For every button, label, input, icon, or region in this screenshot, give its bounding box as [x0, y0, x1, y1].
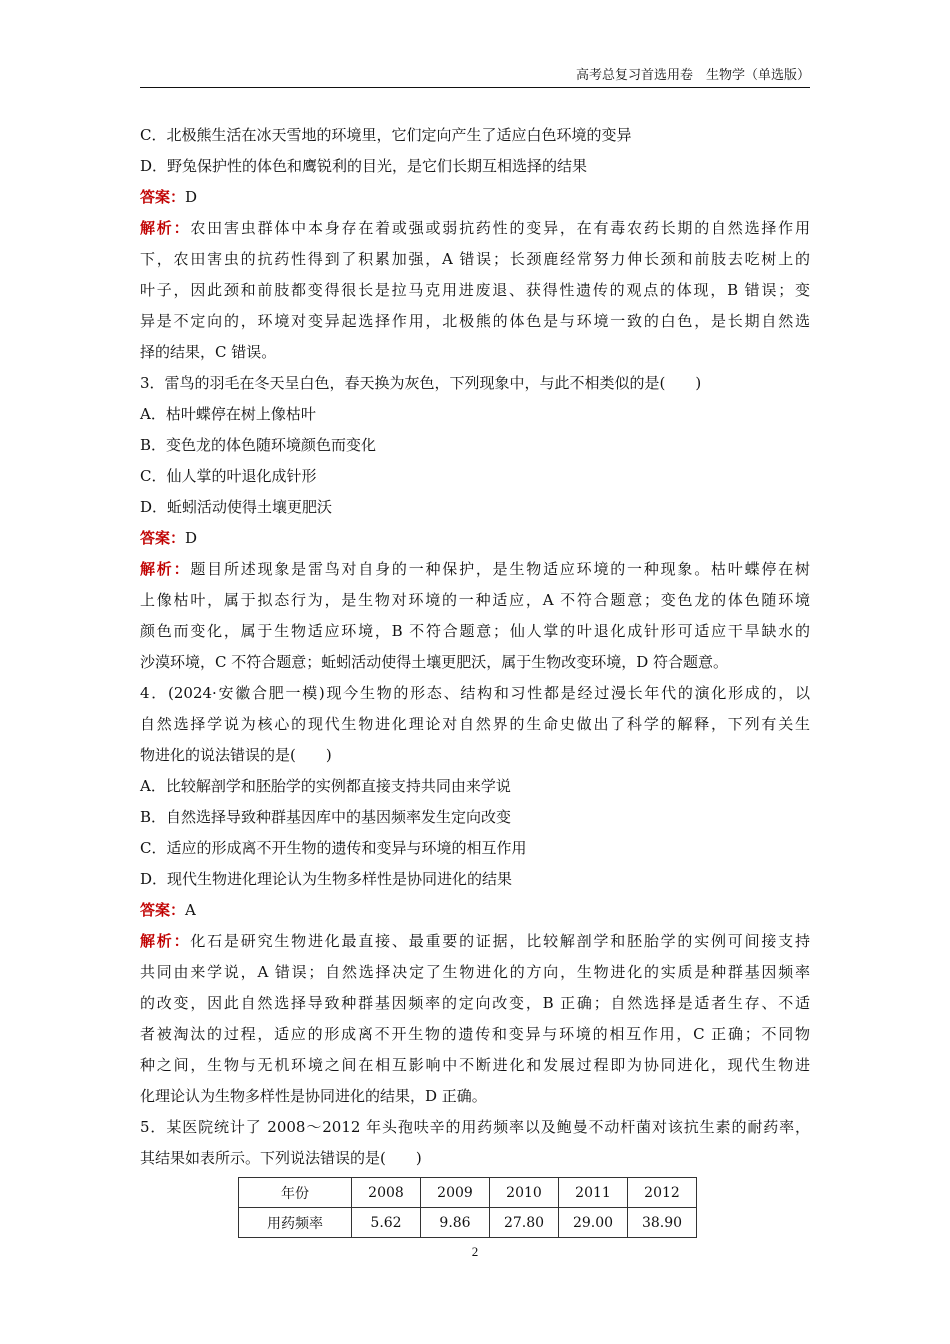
answer-line [140, 523, 810, 554]
line-text: D [185, 529, 198, 547]
text-line: 下，农田害虫的抗药性得到了积累加强，A 错误；长颈鹿经常努力伸长颈和前肢去吃树上的 [140, 250, 810, 268]
text-line: 异是不定向的，环境对变异起选择作用，北极熊的体色是与环境一致的白色，是长期自然选 [140, 312, 810, 330]
text-line: C．北极熊生活在冰天雪地的环境里，它们定向产生了适应白色环境的变异 [140, 126, 632, 144]
data-table-wrapper [238, 1177, 810, 1238]
answer-line [140, 182, 810, 213]
line-text: 题目所述现象是雷鸟对自身的一种保护，是生物适应环境的一种现象。枯叶蝶停在树 [190, 560, 810, 578]
text-line: 择的结果，C 错误。 [140, 343, 277, 361]
answer-label: 答案： [140, 188, 186, 206]
text-line: 共同由来学说，A 错误；自然选择决定了生物进化的方向，生物进化的实质是种群基因频率 [140, 963, 810, 981]
text-line: 颜色而变化，属于生物适应环境，B 不符合题意；仙人掌的叶退化成针形可适应干旱缺水的 [140, 622, 810, 640]
text-line: 的改变，因此自然选择导致种群基因频率的定向改变，B 正确；自然选择是适者生存、不适 [140, 994, 810, 1012]
document-body [140, 120, 810, 1238]
analysis-label: 解析： [140, 219, 191, 237]
table-year-cell: 2012 [628, 1178, 697, 1208]
drug-usage-table [238, 1177, 697, 1238]
table-row [239, 1208, 697, 1238]
analysis-line [140, 926, 810, 957]
text-line: 化理论认为生物多样性是协同进化的结果，D 正确。 [140, 1087, 487, 1105]
answer-label: 答案： [140, 529, 186, 547]
table-year-cell: 2010 [490, 1178, 559, 1208]
table-value-cell: 29.00 [559, 1208, 628, 1238]
text-line: 3．雷鸟的羽毛在冬天呈白色，春天换为灰色，下列现象中，与此不相类似的是( ) [140, 374, 702, 392]
text-line: 种之间，生物与无机环境之间在相互影响中不断进化和发展过程即为协同进化，现代生物进 [140, 1056, 810, 1074]
line-text: D [185, 188, 198, 206]
answer-line [140, 895, 810, 926]
text-line: 4．(2024·安徽合肥一模)现今生物的形态、结构和习性都是经过漫长年代的演化形成的，以 [140, 684, 810, 702]
analysis-label: 解析： [140, 932, 191, 950]
text-line: D．蚯蚓活动使得土壤更肥沃 [140, 498, 333, 516]
line-text: 农田害虫群体中本身存在着或强或弱抗药性的变异，在有毒农药长期的自然选择作用 [190, 219, 810, 237]
analysis-line [140, 554, 810, 585]
text-line: 者被淘汰的过程，适应的形成离不开生物的遗传和变异与环境的相互作用，C 正确；不同物 [140, 1025, 810, 1043]
text-line: B．自然选择导致种群基因库中的基因频率发生定向改变 [140, 808, 512, 826]
table-value-cell: 5.62 [352, 1208, 421, 1238]
text-line: 物进化的说法错误的是( ) [140, 746, 332, 764]
table-value-cell: 9.86 [421, 1208, 490, 1238]
line-text: A [185, 901, 196, 919]
text-line: B．变色龙的体色随环境颜色而变化 [140, 436, 377, 454]
text-line: C．适应的形成离不开生物的遗传和变异与环境的相互作用 [140, 839, 527, 857]
table-header-row [239, 1178, 697, 1208]
text-line: A．枯叶蝶停在树上像枯叶 [140, 405, 316, 423]
text-line: 其结果如表所示。下列说法错误的是( ) [140, 1149, 422, 1167]
text-line: D．现代生物进化理论认为生物多样性是协同进化的结果 [140, 870, 513, 888]
text-line: 自然选择学说为核心的现代生物进化理论对自然界的生命史做出了科学的解释，下列有关生 [140, 715, 810, 733]
running-header: 高考总复习首选用卷 生物学（单选版） [575, 68, 810, 83]
table-row-label: 用药频率 [239, 1208, 352, 1238]
text-line: C．仙人掌的叶退化成针形 [140, 467, 317, 485]
table-header-label: 年份 [239, 1178, 352, 1208]
header-rule [140, 87, 810, 88]
page-number: 2 [471, 1244, 479, 1259]
answer-label: 答案： [140, 901, 186, 919]
table-value-cell: 27.80 [490, 1208, 559, 1238]
text-line: A．比较解剖学和胚胎学的实例都直接支持共同由来学说 [140, 777, 511, 795]
table-year-cell: 2008 [352, 1178, 421, 1208]
table-year-cell: 2009 [421, 1178, 490, 1208]
text-line: 叶子，因此颈和前肢都变得很长是拉马克用进废退、获得性遗传的观点的体现，B 错误；变 [140, 281, 810, 299]
text-line: 上像枯叶，属于拟态行为，是生物对环境的一种适应，A 不符合题意；变色龙的体色随环境 [140, 591, 810, 609]
text-line: D．野兔保护性的体色和鹰锐利的目光，是它们长期互相选择的结果 [140, 157, 588, 175]
analysis-label: 解析： [140, 560, 191, 578]
table-value-cell: 38.90 [628, 1208, 697, 1238]
text-line: 沙漠环境，C 不符合题意；蚯蚓活动使得土壤更肥沃，属于生物改变环境，D 符合题意。 [140, 653, 729, 671]
table-year-cell: 2011 [559, 1178, 628, 1208]
line-text: 化石是研究生物进化最直接、最重要的证据，比较解剖学和胚胎学的实例可间接支持 [190, 932, 810, 950]
analysis-line [140, 213, 810, 244]
text-line: 5．某医院统计了 2008～2012 年头孢呋辛的用药频率以及鲍曼不动杆菌对该抗生素的耐药率， [140, 1118, 810, 1136]
